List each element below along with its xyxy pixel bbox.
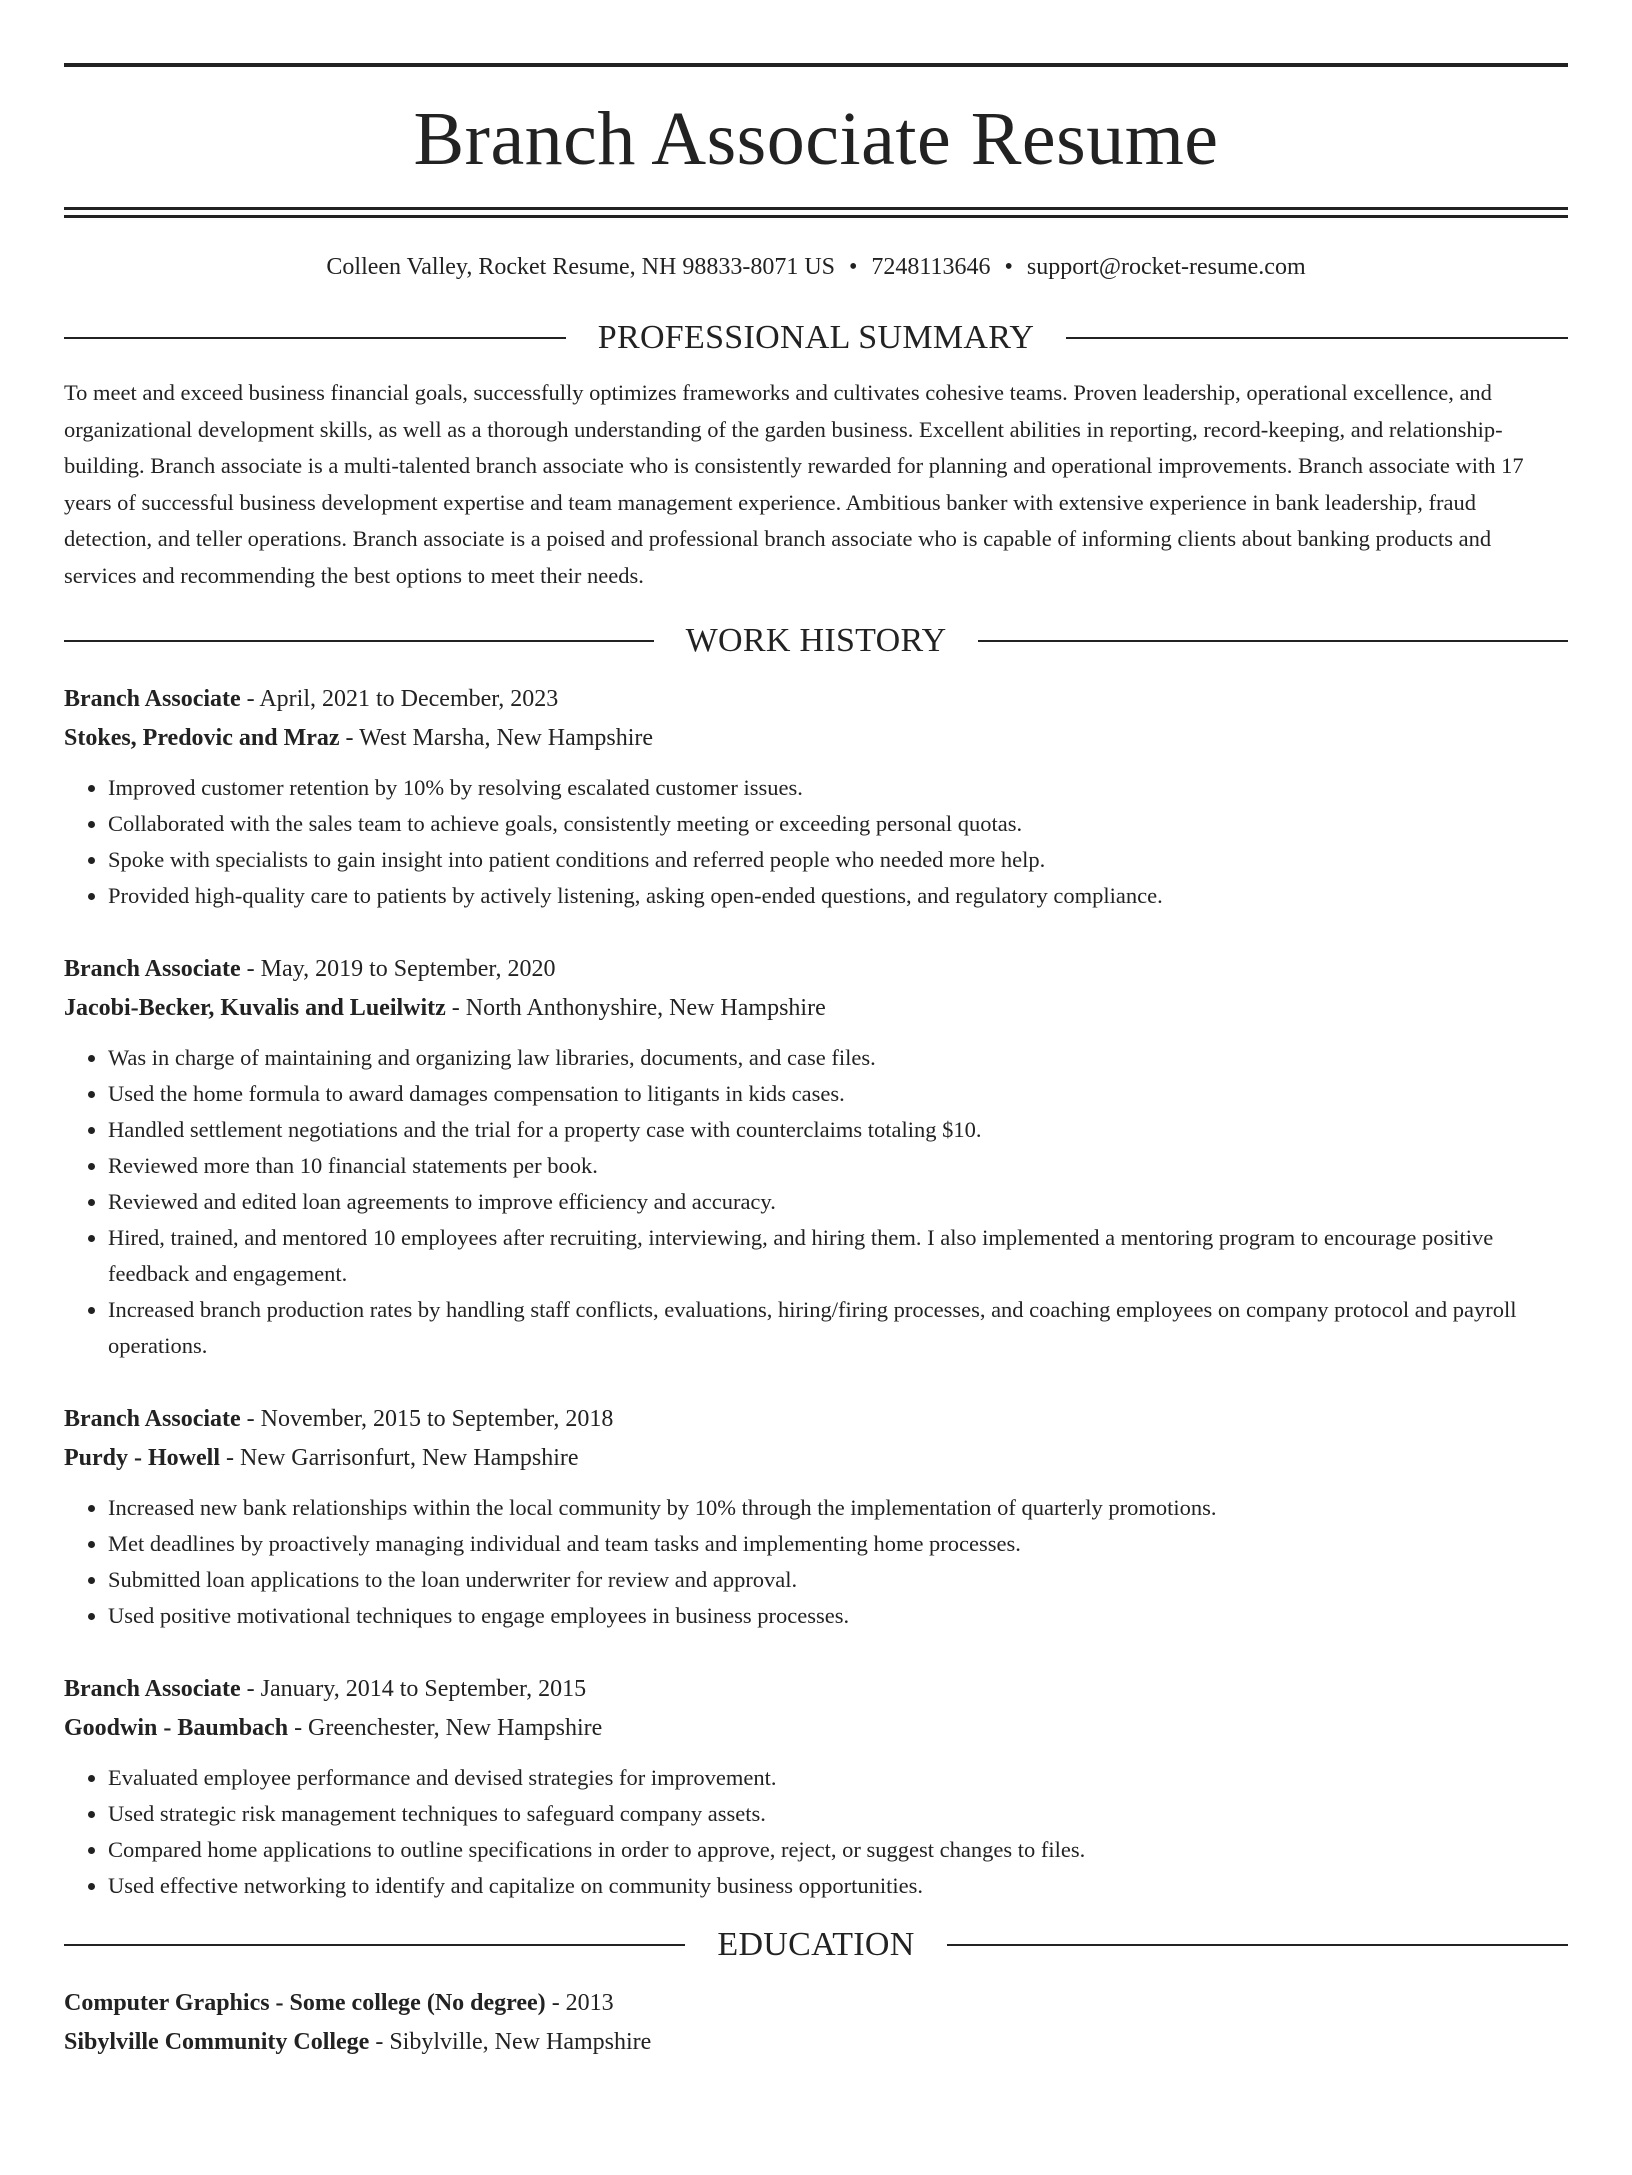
job-title: Branch Associate <box>64 1406 241 1432</box>
job-title-line <box>64 950 1568 989</box>
job-bullet: • Submitted loan applications to the loan underwriter for review and approval. <box>108 1562 1568 1598</box>
heading-rule-right <box>1066 337 1568 339</box>
job-title-line <box>64 1400 1568 1439</box>
resume-page <box>0 63 1632 2175</box>
job-bullet: • Met deadlines by proactively managing individual and team tasks and implementing home processes. <box>108 1526 1568 1562</box>
job-company: Goodwin - Baumbach <box>64 1715 289 1741</box>
job-entry <box>64 680 1568 914</box>
job-title-line <box>64 1670 1568 1709</box>
job-bullet: • Reviewed more than 10 financial statements per book. <box>108 1148 1568 1184</box>
job-company-line <box>64 719 1568 758</box>
top-rule <box>64 63 1568 67</box>
education-program-line <box>64 1984 1568 2023</box>
job-entry <box>64 1670 1568 1904</box>
job-bullet: • Compared home applications to outline specifications in order to approve, reject, or suggest changes to files. <box>108 1832 1568 1868</box>
heading-rule-right <box>947 1944 1568 1946</box>
job-bullet: • Spoke with specialists to gain insight into patient conditions and referred people who needed more help. <box>108 842 1568 878</box>
work-history-heading <box>64 622 1568 660</box>
job-bullet: • Was in charge of maintaining and organizing law libraries, documents, and case files. <box>108 1040 1568 1076</box>
work-history-heading-label: WORK HISTORY <box>685 622 947 659</box>
job-dates: - November, 2015 to September, 2018 <box>240 1406 614 1432</box>
job-bullet: • Evaluated employee performance and devised strategies for improvement. <box>108 1760 1568 1796</box>
job-bullet: • Used the home formula to award damages compensation to litigants in kids cases. <box>108 1076 1568 1112</box>
job-bullet: • Hired, trained, and mentored 10 employees after recruiting, interviewing, and hiring them. I also implemented a mentoring program to encourage positive feedback and engagement. <box>108 1220 1568 1292</box>
summary-heading-label: PROFESSIONAL SUMMARY <box>597 319 1035 356</box>
heading-rule-left <box>64 640 654 642</box>
job-bullet-list <box>64 1760 1568 1904</box>
job-bullet-list <box>64 1490 1568 1634</box>
job-bullet: • Provided high-quality care to patients by actively listening, asking open-ended questions, and regulatory compliance. <box>108 878 1568 914</box>
job-bullet-list <box>64 770 1568 914</box>
job-company: Purdy - Howell <box>64 1445 220 1471</box>
job-entry <box>64 950 1568 1364</box>
job-dates: - May, 2019 to September, 2020 <box>240 956 556 982</box>
title-double-rule <box>64 207 1568 218</box>
job-bullet: • Used positive motivational techniques to engage employees in business processes. <box>108 1598 1568 1634</box>
education-school: Sibylville Community College <box>64 2029 370 2055</box>
contact-line <box>64 254 1568 281</box>
job-company-line <box>64 1439 1568 1478</box>
education-heading-label: EDUCATION <box>717 1926 915 1963</box>
education-year: - 2013 <box>545 1990 614 2016</box>
job-dates: - April, 2021 to December, 2023 <box>240 686 559 712</box>
job-location: - North Anthonyshire, New Hampshire <box>445 995 826 1021</box>
job-company-line <box>64 989 1568 1028</box>
job-bullet: • Used strategic risk management techniques to safeguard company assets. <box>108 1796 1568 1832</box>
contact-address: Colleen Valley, Rocket Resume, NH 98833-8071 US <box>326 254 835 280</box>
job-title: Branch Associate <box>64 686 241 712</box>
education-entry <box>64 1984 1568 2062</box>
job-bullet: • Increased branch production rates by handling staff conflicts, evaluations, hiring/firing processes, and coaching employees on company protocol and payroll operations. <box>108 1292 1568 1364</box>
education-list <box>64 1984 1568 2062</box>
job-title-line <box>64 680 1568 719</box>
job-company: Jacobi-Becker, Kuvalis and Lueilwitz <box>64 995 446 1021</box>
job-bullet: • Used effective networking to identify and capitalize on community business opportunities. <box>108 1868 1568 1904</box>
job-entry <box>64 1400 1568 1634</box>
job-location: - New Garrisonfurt, New Hampshire <box>220 1445 579 1471</box>
job-company: Stokes, Predovic and Mraz <box>64 725 340 751</box>
contact-separator: • <box>1004 254 1013 280</box>
resume-title: Branch Associate Resume <box>413 97 1219 181</box>
job-bullet: • Increased new bank relationships within the local community by 10% through the implementation of quarterly promotions. <box>108 1490 1568 1526</box>
job-company-line <box>64 1709 1568 1748</box>
job-bullet-list <box>64 1040 1568 1364</box>
education-location: - Sibylville, New Hampshire <box>369 2029 652 2055</box>
job-dates: - January, 2014 to September, 2015 <box>240 1676 587 1702</box>
contact-phone: 7248113646 <box>871 254 991 280</box>
heading-rule-left <box>64 337 566 339</box>
summary-text: To meet and exceed business financial goals, successfully optimizes frameworks and cultivates cohesive teams. Proven leadership, operational excellence, and organizational development skills, as well as a thorough understanding of the garden business. Excellent abilities in reporting, record-keeping, and relationship-building. Branch associate is a multi-talented branch associate who is consistently rewarded for planning and operational improvements. Branch associate with 17 years of successful business development expertise and team management experience. Ambitious banker with extensive experience in bank leadership, fraud detection, and teller operations. Branch associate is a poised and professional branch associate who is capable of informing clients about banking products and services and recommending the best options to meet their needs. <box>64 380 1524 588</box>
heading-rule-left <box>64 1944 685 1946</box>
summary-heading <box>64 319 1568 357</box>
job-bullet: • Reviewed and edited loan agreements to improve efficiency and accuracy. <box>108 1184 1568 1220</box>
job-title: Branch Associate <box>64 1676 241 1702</box>
job-bullet: • Improved customer retention by 10% by resolving escalated customer issues. <box>108 770 1568 806</box>
job-location: - West Marsha, New Hampshire <box>339 725 654 751</box>
education-school-line <box>64 2023 1568 2062</box>
education-program: Computer Graphics - Some college (No degree) <box>64 1990 546 2016</box>
work-history-list <box>64 680 1568 1904</box>
contact-email: support@rocket-resume.com <box>1026 254 1306 280</box>
job-bullet: • Collaborated with the sales team to achieve goals, consistently meeting or exceeding personal quotas. <box>108 806 1568 842</box>
heading-rule-right <box>978 640 1568 642</box>
job-location: - Greenchester, New Hampshire <box>288 1715 603 1741</box>
contact-separator: • <box>849 254 858 280</box>
job-title: Branch Associate <box>64 956 241 982</box>
job-bullet: • Handled settlement negotiations and the trial for a property case with counterclaims totaling $10. <box>108 1112 1568 1148</box>
education-heading <box>64 1926 1568 1964</box>
